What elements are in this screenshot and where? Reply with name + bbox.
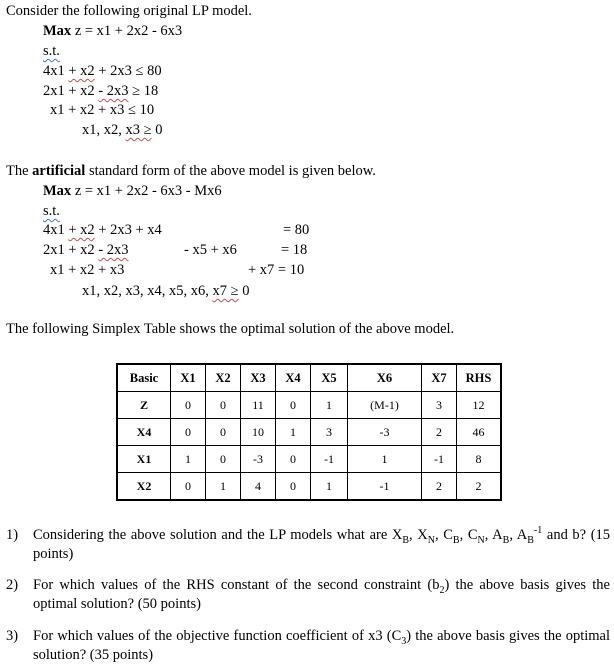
simplex-table — [116, 363, 502, 501]
artificial-constraint-1: 4x1 + x2 + 2x3 + x4 — [43, 222, 162, 238]
subject-to: s.t. — [43, 203, 60, 219]
header-x7: X7 — [422, 364, 457, 392]
original-objective — [43, 21, 182, 41]
table-cell: 2 — [457, 473, 502, 501]
table-row — [117, 419, 501, 446]
table-cell: -3 — [241, 446, 276, 473]
question-3 — [6, 627, 610, 667]
question-number: 1) — [6, 527, 19, 543]
table-cell: 2 — [422, 473, 457, 501]
artificial-constraint-1-rhs: = 80 — [283, 222, 310, 238]
artificial-constraint-2-slack: - x5 + x6 — [184, 242, 237, 258]
table-cell: 1 — [348, 446, 422, 473]
table-cell: -1 — [422, 446, 457, 473]
original-constraint-1: 4x1 + x2 + 2x3 ≤ 80 — [43, 63, 162, 79]
header-x4: X4 — [276, 364, 311, 392]
table-cell: 0 — [171, 419, 206, 446]
table-cell: 10 — [241, 419, 276, 446]
question-text: Considering the above solution and the LP models what are $X_B$, $X_N$, $C_B$, $C_N$, $A_B$, $A_B^{-1}$ and b? (15 points) — [33, 525, 611, 562]
original-constraint-3: x1 + x2 + x3 ≤ 10 — [50, 102, 155, 118]
header-rhs: RHS — [457, 364, 502, 392]
table-cell: 1 — [206, 473, 241, 501]
row-basic: X4 — [117, 419, 171, 446]
row-basic: X1 — [117, 446, 171, 473]
artificial-constraint-3: x1 + x2 + x3 — [50, 262, 125, 278]
row-basic: Z — [117, 392, 171, 419]
table-cell: 3 — [422, 392, 457, 419]
artificial-nonnegativity: x1, x2, x3, x4, x5, x6, x7 ≥ 0 — [82, 283, 250, 299]
header-x2: X2 — [206, 364, 241, 392]
objective-expression: z = x1 + 2x2 - 6x3 - Mx6 — [74, 183, 222, 199]
table-cell: 0 — [206, 392, 241, 419]
table-intro: The following Simplex Table shows the optimal solution of the above model. — [6, 321, 455, 337]
artificial-constraint-2: 2x1 + x2 - 2x3 — [43, 242, 129, 258]
table-header-row — [117, 364, 501, 392]
table-cell: 1 — [311, 473, 348, 501]
table-cell: -1 — [311, 446, 348, 473]
artificial-objective — [43, 181, 222, 201]
table-cell: 0 — [206, 419, 241, 446]
max-label: Max — [43, 183, 72, 199]
header-x5: X5 — [311, 364, 348, 392]
table-cell: 0 — [171, 473, 206, 501]
table-cell: -1 — [348, 473, 422, 501]
table-cell: 8 — [457, 446, 502, 473]
header-x6: X6 — [348, 364, 422, 392]
table-row — [117, 392, 501, 419]
table-cell: 46 — [457, 419, 502, 446]
max-label: Max — [43, 23, 72, 39]
table-cell: 0 — [276, 473, 311, 501]
table-cell: 1 — [311, 392, 348, 419]
table-cell: 0 — [276, 392, 311, 419]
table-cell: (M-1) — [348, 392, 422, 419]
table-cell: 12 — [457, 392, 502, 419]
artificial-constraint-3-rhs: + x7 = 10 — [248, 262, 305, 278]
table-cell: 4 — [241, 473, 276, 501]
table-cell: 1 — [171, 446, 206, 473]
intro-text: Consider the following original LP model. — [6, 3, 252, 19]
original-nonnegativity: x1, x2, x3 ≥ 0 — [82, 122, 163, 138]
table-cell: 0 — [276, 446, 311, 473]
header-x3: X3 — [241, 364, 276, 392]
table-cell: 3 — [311, 419, 348, 446]
header-basic: Basic — [117, 364, 171, 392]
table-row — [117, 446, 501, 473]
objective-expression: z = x1 + 2x2 - 6x3 — [74, 23, 183, 39]
question-text: For which values of the objective function coefficient of x3 $(C_3)$ the above basis gives the optimal solution? (35 points) — [33, 628, 610, 663]
artificial-constraint-2-rhs: = 18 — [281, 242, 308, 258]
table-cell: 1 — [276, 419, 311, 446]
subject-to: s.t. — [43, 43, 60, 59]
artificial-intro: The artificial standard form of the above model is given below. — [6, 163, 376, 179]
question-text: For which values of the RHS constant of the second constraint $(b_2)$ the above basis gives the optimal solution? (50 points) — [33, 577, 610, 612]
original-constraint-2: 2x1 + x2 - 2x3 ≥ 18 — [43, 83, 159, 99]
table-row — [117, 473, 501, 501]
table-cell: 11 — [241, 392, 276, 419]
question-2 — [6, 576, 610, 616]
question-1 — [6, 526, 610, 566]
header-x1: X1 — [171, 364, 206, 392]
question-number: 2) — [6, 577, 19, 593]
table-cell: -3 — [348, 419, 422, 446]
table-cell: 0 — [171, 392, 206, 419]
table-cell: 2 — [422, 419, 457, 446]
question-number: 3) — [6, 628, 19, 644]
table-cell: 0 — [206, 446, 241, 473]
row-basic: X2 — [117, 473, 171, 501]
